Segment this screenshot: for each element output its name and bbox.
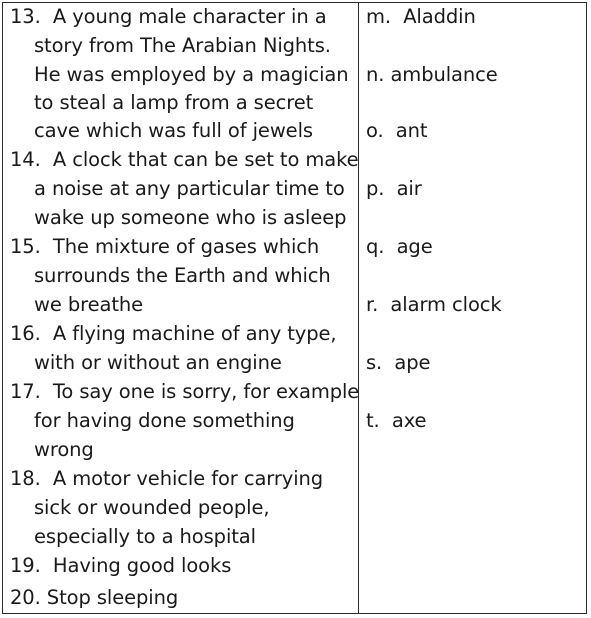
answer-n: n. ambulance bbox=[366, 63, 498, 86]
clue-13-line-1: 13. A young male character in a bbox=[10, 5, 327, 28]
clue-14-line-2: a noise at any particular time to bbox=[34, 177, 345, 200]
clue-16-line-1: 16. A flying machine of any type, bbox=[10, 322, 337, 345]
answer-s: s. ape bbox=[366, 351, 431, 374]
clue-19-line-1: 19. Having good looks bbox=[10, 554, 232, 577]
answer-p: p. air bbox=[366, 177, 422, 200]
clue-14-line-1: 14. A clock that can be set to make bbox=[10, 148, 359, 171]
clue-16-line-2: with or without an engine bbox=[34, 351, 282, 374]
answer-r: r. alarm clock bbox=[366, 293, 502, 316]
clue-14-line-3: wake up someone who is asleep bbox=[34, 206, 347, 229]
clue-13-line-3: He was employed by a magician bbox=[34, 63, 349, 86]
clue-18-line-1: 18. A motor vehicle for carrying bbox=[10, 467, 324, 490]
clue-15-line-3: we breathe bbox=[34, 293, 144, 316]
clue-15-line-1: 15. The mixture of gases which bbox=[10, 235, 320, 258]
answer-q: q. age bbox=[366, 235, 433, 258]
clue-20-line-1: 20. Stop sleeping bbox=[10, 586, 179, 609]
answer-m: m. Aladdin bbox=[366, 5, 476, 28]
clue-15-line-2: surrounds the Earth and which bbox=[34, 264, 331, 287]
clue-13-line-2: story from The Arabian Nights. bbox=[34, 34, 331, 57]
clue-17-line-1: 17. To say one is sorry, for example bbox=[10, 380, 360, 403]
clue-17-line-3: wrong bbox=[34, 438, 94, 461]
clue-13-line-5: cave which was full of jewels bbox=[34, 119, 313, 142]
answer-t: t. axe bbox=[366, 409, 427, 432]
answer-o: o. ant bbox=[366, 119, 428, 142]
column-divider bbox=[358, 2, 359, 614]
clue-17-line-2: for having done something bbox=[34, 409, 295, 432]
clue-18-line-2: sick or wounded people, bbox=[34, 496, 270, 519]
clue-13-line-4: to steal a lamp from a secret bbox=[34, 91, 314, 114]
clue-18-line-3: especially to a hospital bbox=[34, 525, 256, 548]
